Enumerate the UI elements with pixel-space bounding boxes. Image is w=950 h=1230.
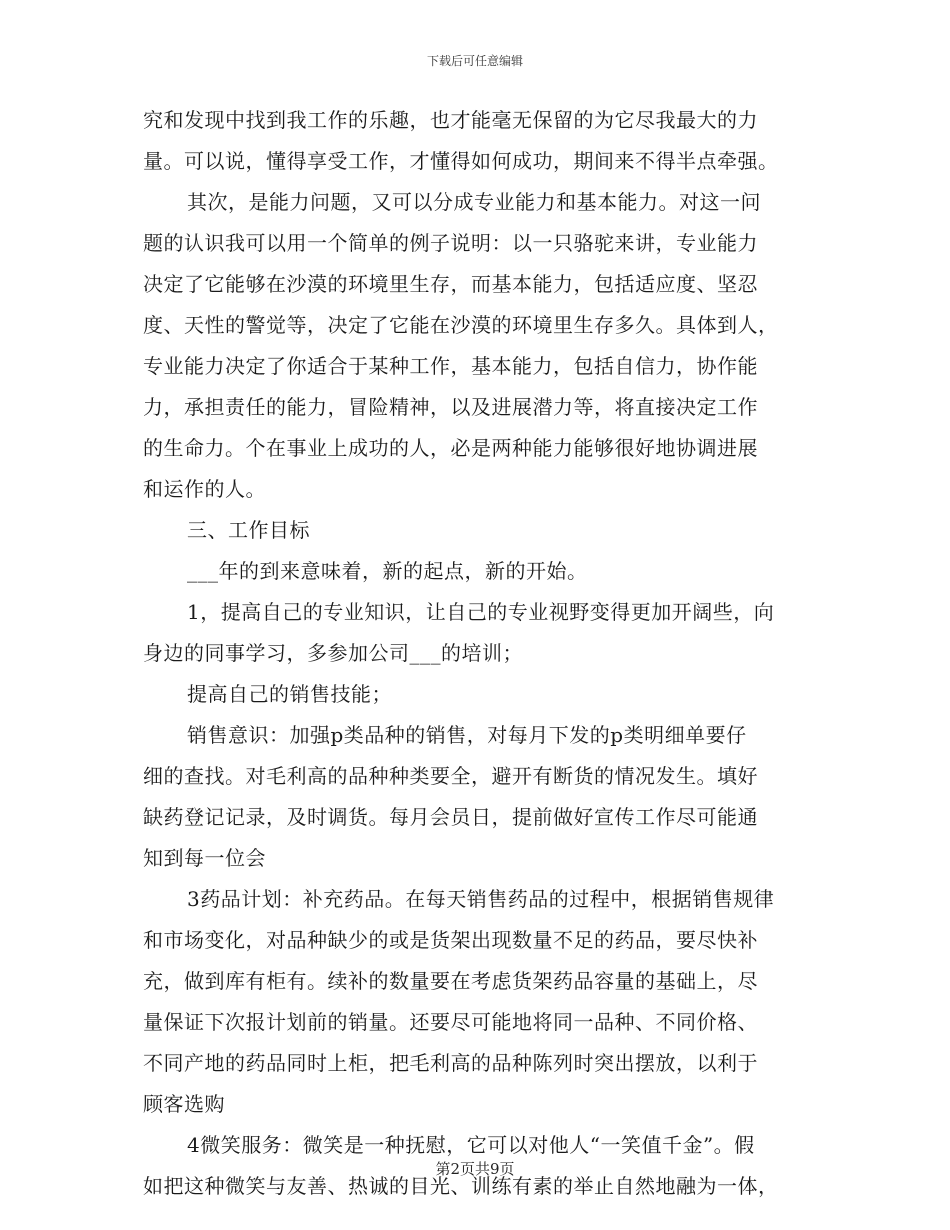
text-line: 决定了它能够在沙漠的环境里生存，而基本能力，包括适应度、坚忍 <box>143 272 758 296</box>
text-line: 3药品计划：补充药品。在每天销售药品的过程中，根据销售规律 <box>187 887 775 911</box>
text-line: 缺药登记记录，及时调货。每月会员日，提前做好宣传工作尽可能通 <box>143 805 758 829</box>
document-body <box>143 100 808 1207</box>
text-line: 顾客选购 <box>143 1092 225 1116</box>
text-line: 和市场变化，对品种缺少的或是货架出现数量不足的药品，要尽快补 <box>143 928 758 952</box>
text-line: 量保证下次报计划前的销量。还要尽可能地将同一品种、不同价格、 <box>143 1010 758 1034</box>
text-line: 量。可以说，懂得享受工作，才懂得如何成功，期间来不得半点牵强。 <box>143 149 779 173</box>
text-line: 其次，是能力问题，又可以分成专业能力和基本能力。对这一问 <box>187 190 761 214</box>
text-line: 销售意识：加强p类品种的销售，对每月下发的p类明细单要仔 <box>187 723 747 747</box>
text-line: 力，承担责任的能力，冒险精神，以及进展潜力等，将直接决定工作 <box>143 395 758 419</box>
text-line: 三、工作目标 <box>187 518 310 542</box>
text-line: 不同产地的药品同时上柜，把毛利高的品种陈列时突出摆放，以利于 <box>143 1051 758 1075</box>
text-line: 题的认识我可以用一个简单的例子说明：以一只骆驼来讲，专业能力 <box>143 231 758 255</box>
text-line: ___年的到来意味着，新的起点，新的开始。 <box>187 559 588 583</box>
text-line: 究和发现中找到我工作的乐趣，也才能毫无保留的为它尽我最大的力 <box>143 108 758 132</box>
text-line: 度、天性的警觉等，决定了它能在沙漠的环境里生存多久。具体到人， <box>143 313 779 337</box>
text-line: 如把这种微笑与友善、热诚的目光、训练有素的举止自然地融为一体， <box>143 1174 779 1198</box>
text-line: 和运作的人。 <box>143 477 266 501</box>
text-line: 充，做到库有柜有。续补的数量要在考虑货架药品容量的基础上，尽 <box>143 969 758 993</box>
text-line: 身边的同事学习，多参加公司___的培训； <box>143 641 523 665</box>
text-line: 4微笑服务：微笑是一种抚慰，它可以对他人“一笑值千金”。假 <box>187 1133 755 1157</box>
page-header: 下载后可任意编辑 <box>426 54 523 68</box>
text-line: 提高自己的销售技能； <box>187 682 392 706</box>
text-line: 知到每一位会 <box>143 846 266 870</box>
text-line: 专业能力决定了你适合于某种工作，基本能力，包括自信力，协作能 <box>143 354 758 378</box>
page-footer: 第2页共9页 <box>435 1160 515 1178</box>
text-line: 1，提高自己的专业知识，让自己的专业视野变得更加开阔些，向 <box>187 600 775 624</box>
text-line: 细的查找。对毛利高的品种种类要全，避开有断货的情况发生。填好 <box>143 764 758 788</box>
text-line: 的生命力。个在事业上成功的人，必是两种能力能够很好地协调进展 <box>143 436 758 460</box>
